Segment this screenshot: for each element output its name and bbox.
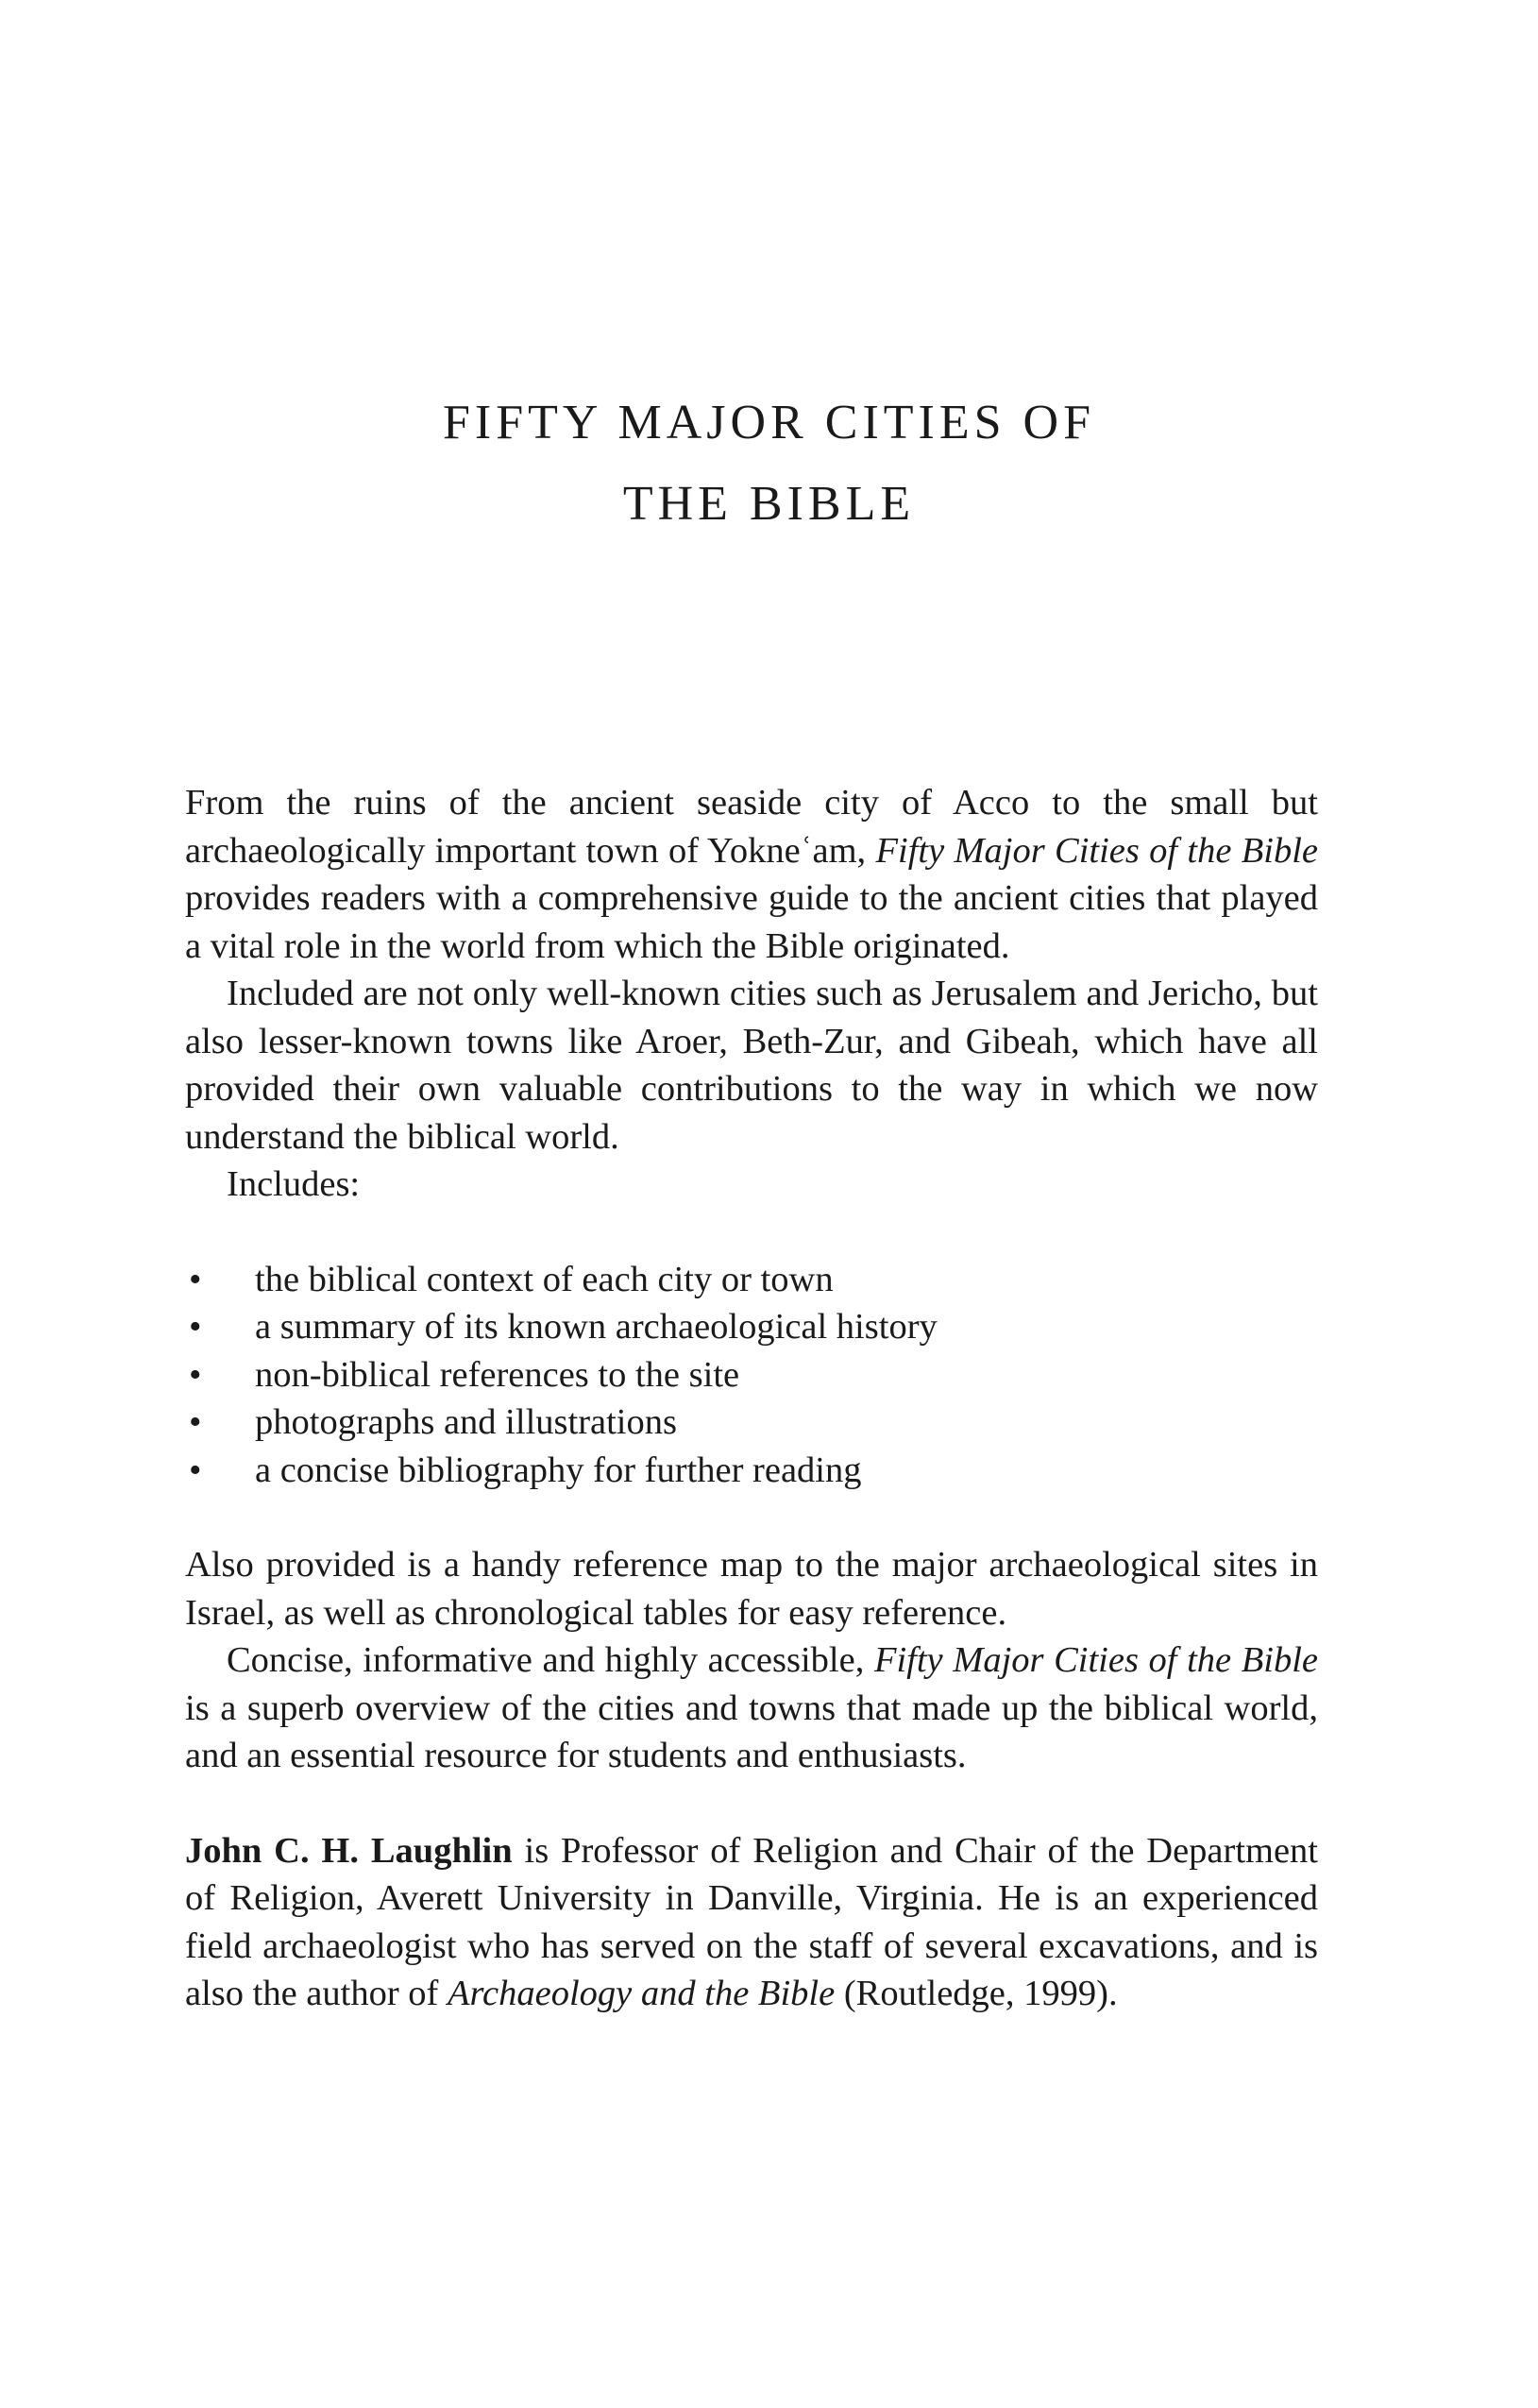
list-item [185, 1256, 1318, 1304]
also-paragraph: Also provided is a handy reference map to the major archaeological sites in Israel, as well as chronological tables for easy reference. [185, 1545, 1318, 1633]
spacer [185, 1209, 1318, 1256]
concise-text-start: Concise, informative and highly accessible, [227, 1640, 874, 1680]
concise-text-end: is a superb overview of the cities and towns that made up the biblical world, and an essential resource for students and enthusiasts. [185, 1687, 1318, 1775]
page-title-line-1: FIFTY MAJOR CITIES OF [442, 396, 1096, 449]
intro-text-start: From the ruins of the ancient seaside city of Acco to the small but archaeologically important town of Yokneʿam, [185, 783, 1318, 871]
list-item [185, 1303, 1318, 1351]
spacer [185, 1780, 1318, 1827]
list-item [185, 1447, 1318, 1495]
page-title [0, 382, 1538, 545]
list-item [185, 1351, 1318, 1399]
intro-paragraph [185, 779, 1318, 970]
author-name: John C. H. Laughlin [185, 1830, 513, 1871]
bullet-icon: • [189, 1402, 202, 1442]
bullet-icon: • [189, 1354, 202, 1395]
book-title-italic: Fifty Major Cities of the Bible [875, 830, 1318, 871]
bullet-icon: • [189, 1307, 202, 1347]
author-bio-text-start: is Professor of Religion and Chair of the Department of Religion, Averett University in Danville, Virginia. He is an experienced field archaeologist who has served on the staff of several excavations, and is also the author of [185, 1830, 1318, 2013]
bullet-icon: • [189, 1450, 202, 1490]
book-title-italic: Fifty Major Cities of the Bible [873, 1640, 1318, 1680]
spacer [185, 1494, 1318, 1541]
author-bio-paragraph [185, 1827, 1318, 2018]
intro-text-end: provides readers with a comprehensive guide to the ancient cities that played a vital role in the world from which the Bible originated. [185, 878, 1318, 966]
author-book-title-italic: Archaeology and the Bible [447, 1974, 836, 2013]
bullet-icon: • [189, 1259, 202, 1299]
list-item-text: photographs and illustrations [255, 1402, 677, 1442]
list-item [185, 1399, 1318, 1447]
list-item-text: the biblical context of each city or town [255, 1259, 834, 1299]
feature-list [185, 1256, 1318, 1495]
included-paragraph: Included are not only well-known cities such as Jerusalem and Jericho, but also lesser-known towns like Aroer, Beth-Zur, and Gibeah, which have all provided their own valuable contributions to the way in which we now understand the biblical world. [185, 974, 1318, 1157]
list-item-text: a summary of its known archaeological history [255, 1307, 938, 1347]
concise-paragraph [185, 1636, 1318, 1780]
list-item-text: non-biblical references to the site [255, 1354, 740, 1395]
includes-label: Includes: [227, 1164, 361, 1204]
blurb-body [185, 779, 1318, 2018]
author-bio-text-end: (Routledge, 1999). [835, 1974, 1118, 2013]
page-title-line-2: THE BIBLE [622, 477, 916, 531]
list-item-text: a concise bibliography for further reading [255, 1450, 862, 1490]
